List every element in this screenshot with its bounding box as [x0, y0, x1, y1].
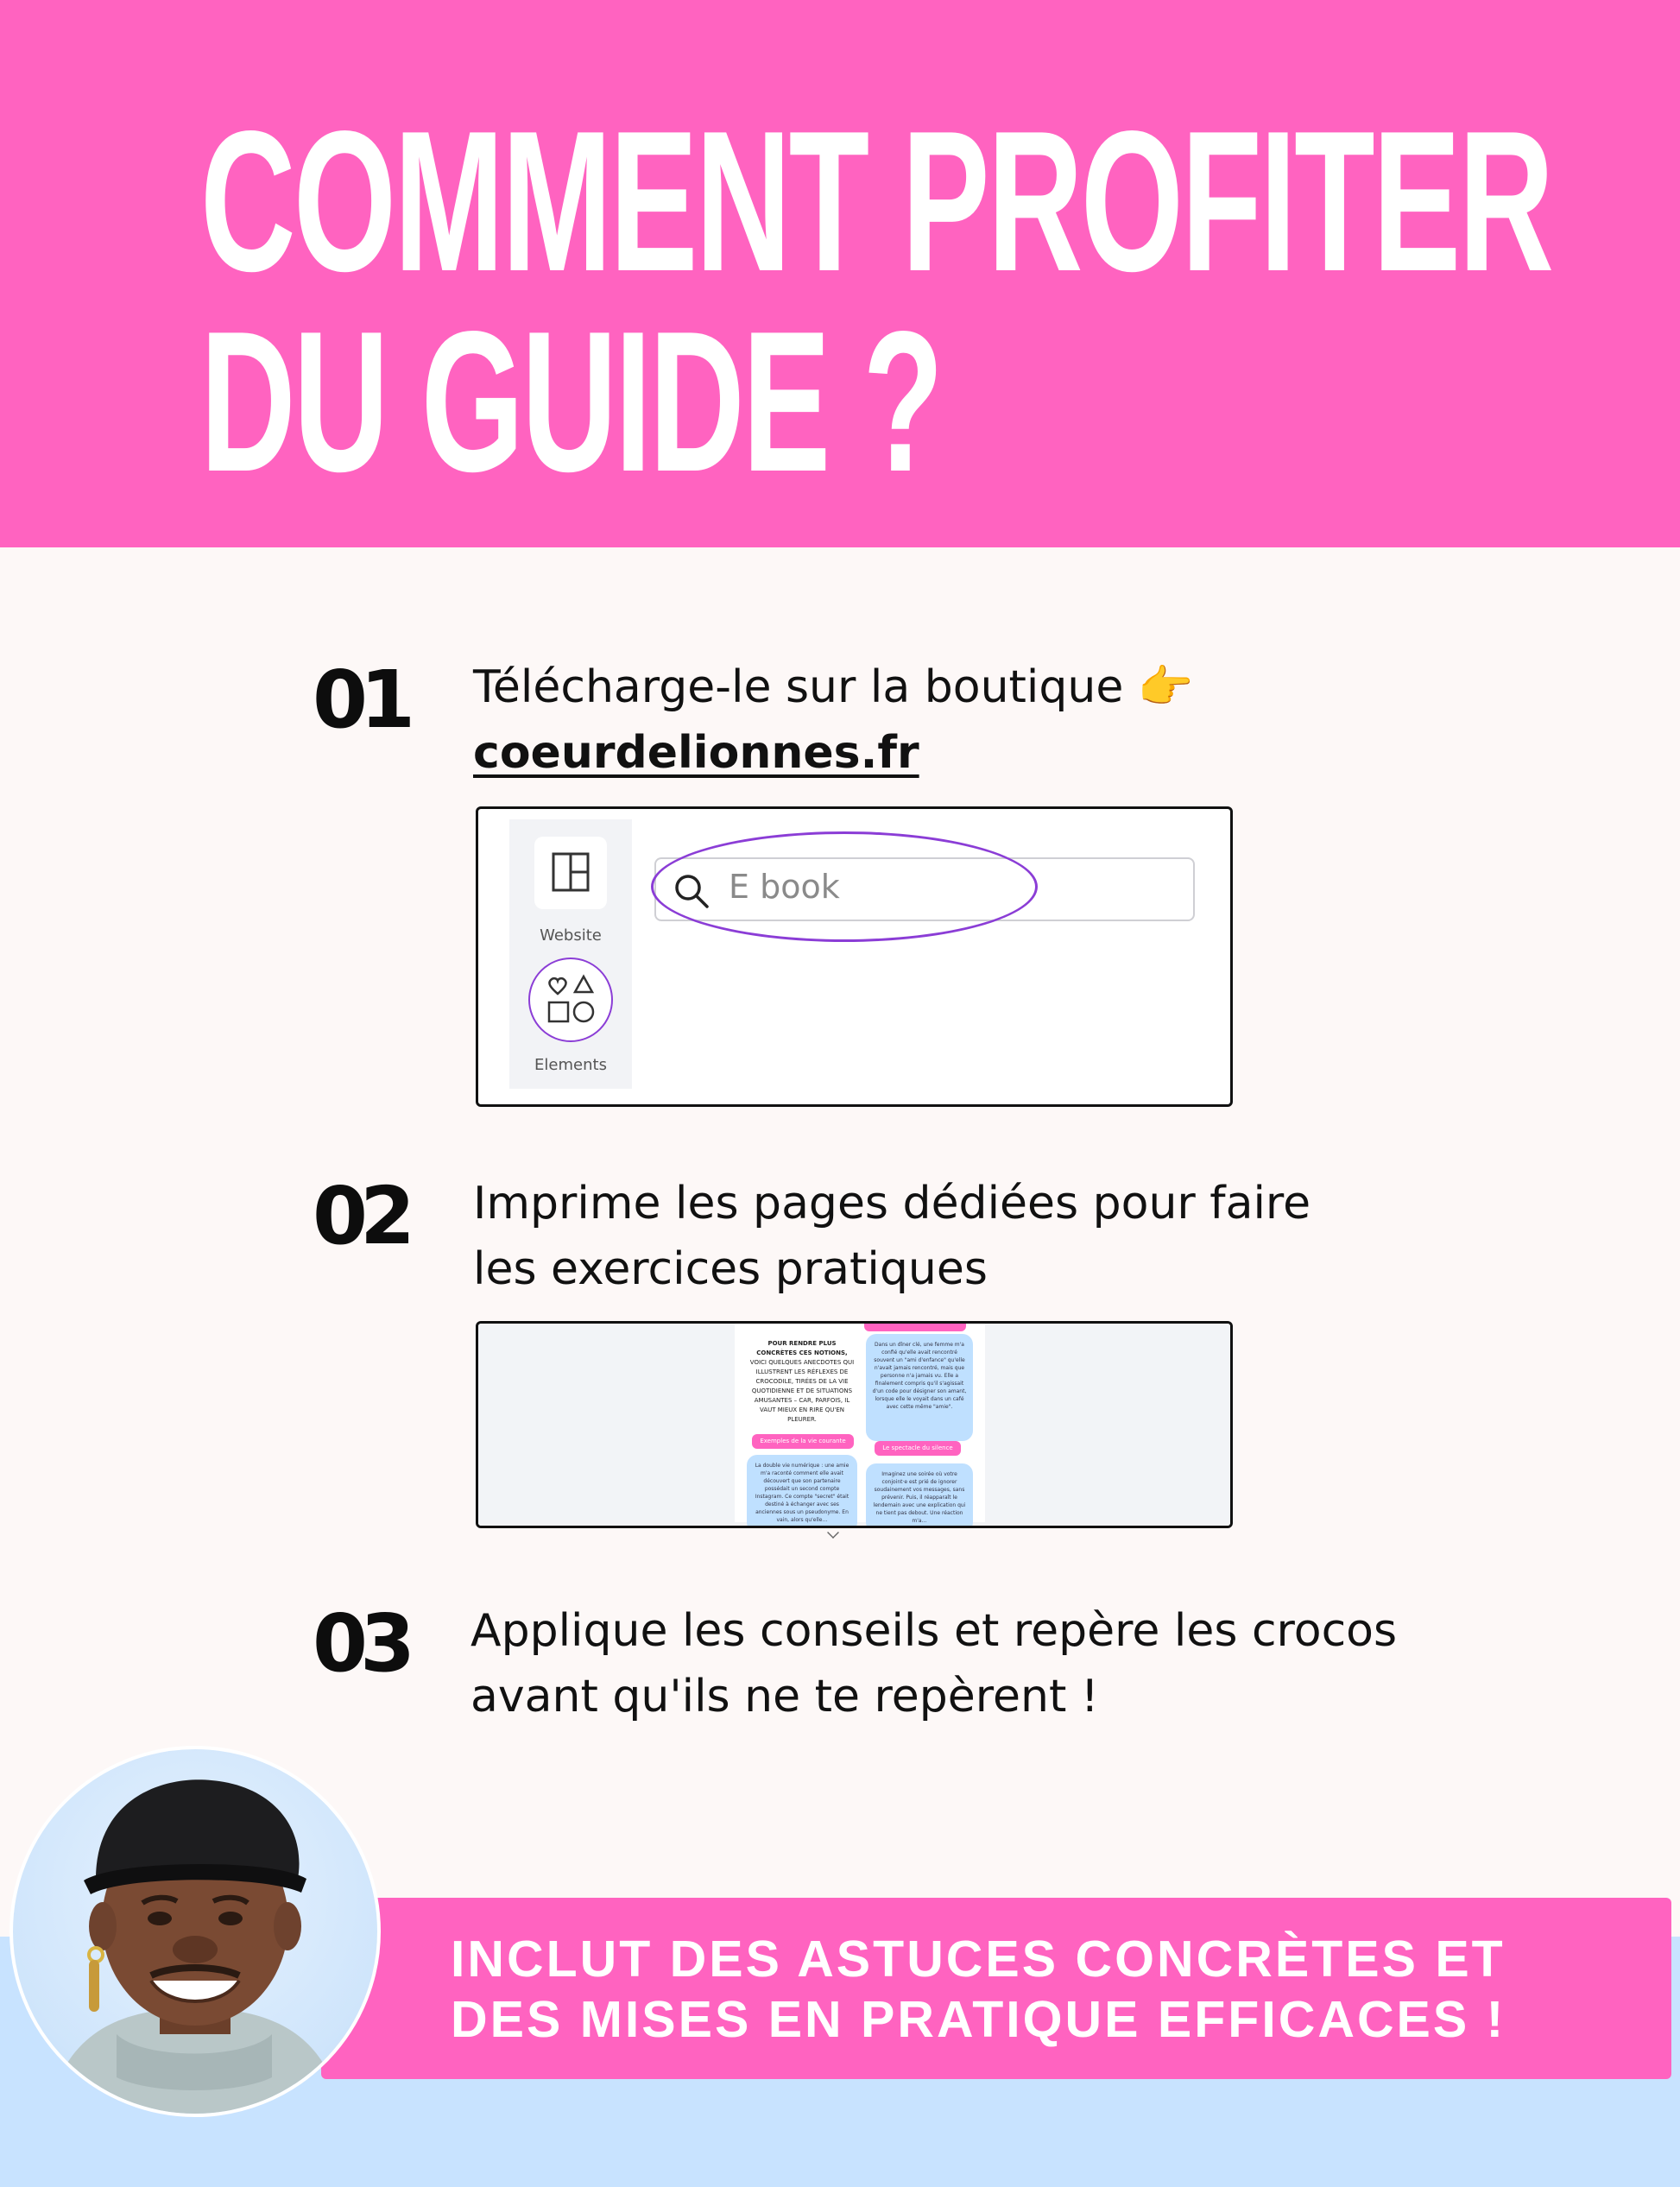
step-03-line-2: avant qu'ils ne te repèrent !: [471, 1671, 1099, 1722]
anecdote-card: La double vie numérique : une amie m'a raconté comment elle avait découvert que son partenaire possédait un second compte Instagram. Ce compte "secret" était destiné à échanger avec ses anciennes sous un pseudonyme. En vain, alors qu'elle…: [747, 1455, 857, 1528]
section-pill: Exemples de la vie courante: [752, 1434, 854, 1449]
editor-side-panel: [509, 819, 632, 1089]
shapes-icon[interactable]: [528, 958, 613, 1042]
step-text-03: [471, 1598, 1397, 1729]
intro-paragraph: POUR RENDRE PLUS CONCRÈTES CES NOTIONS, VOICI QUELQUES ANECDOTES QUI ILLUSTRENT LES RÉFLEXES DE CROCODILE, TIRÉES DE LA VIE QUOTIDIENNE ET DE SITUATIONS AMUSANTES – CAR, PARFOIS, IL VAUT MIEUX EN RIRE QU'EN PLEURER.: [749, 1340, 855, 1423]
section-pill: Le spectacle du silence: [875, 1441, 961, 1456]
promo-banner: [321, 1898, 1671, 2079]
pointing-hand-icon: 👉: [1137, 661, 1194, 713]
highlight-oval: [651, 831, 1038, 942]
search-value: E book: [729, 868, 840, 906]
website-label: Website: [540, 926, 602, 945]
step-text-01: [473, 654, 1194, 786]
banner-line-1: INCLUT DES ASTUCES CONCRÈTES ET: [451, 1931, 1506, 1988]
page-title: [200, 90, 1552, 514]
step-number-01: 01: [313, 654, 408, 746]
layout-icon[interactable]: [534, 837, 607, 909]
step-02-line-1: Imprime les pages dédiées pour faire: [473, 1178, 1311, 1229]
banner-line-2: DES MISES EN PRATIQUE EFFICACES !: [451, 1991, 1506, 2048]
author-portrait: [13, 1749, 377, 2114]
step-01-line-1: Télécharge-le sur la boutique: [473, 661, 1124, 713]
step-number-03: 03: [313, 1597, 408, 1690]
anecdote-card: Dans un dîner clé, une femme m'a confié qu'elle avait rencontré souvent un "ami d'enfance" qu'elle n'avait jamais rencontré, mais que personne n'a jamais vu. Elle a finalement compris qu'il s'agissait d'un code pour désigner son amant, lorsque elle le voyait dans un café avec cette même "amie".: [866, 1334, 973, 1441]
step-number-02: 02: [313, 1170, 408, 1262]
step-02-line-2: les exercices pratiques: [473, 1243, 988, 1295]
title-line-2: DU GUIDE ?: [200, 290, 942, 514]
elements-label: Elements: [534, 1056, 607, 1074]
title-line-1: COMMENT PROFITER: [200, 90, 1552, 313]
document-page: [735, 1324, 985, 1522]
header-band: [0, 0, 1680, 547]
step-text-02: [473, 1171, 1311, 1302]
shop-link[interactable]: coeurdelionnes.fr: [473, 727, 919, 779]
step-03-line-1: Applique les conseils et repère les crocos: [471, 1605, 1398, 1657]
document-preview-frame: [476, 1321, 1233, 1528]
banner-text: [451, 1929, 1633, 2050]
chevron-down-icon: [827, 1526, 839, 1539]
avatar: [9, 1746, 381, 2117]
anecdote-card: Imaginez une soirée où votre conjoint·e est prié de ignorer soudainement vos messages, sans prévenir. Puis, il réapparaît le lendemain avec une explication qui ne tient pas debout. Une réaction m'a…: [866, 1463, 973, 1528]
editor-screenshot-frame: [476, 806, 1233, 1107]
